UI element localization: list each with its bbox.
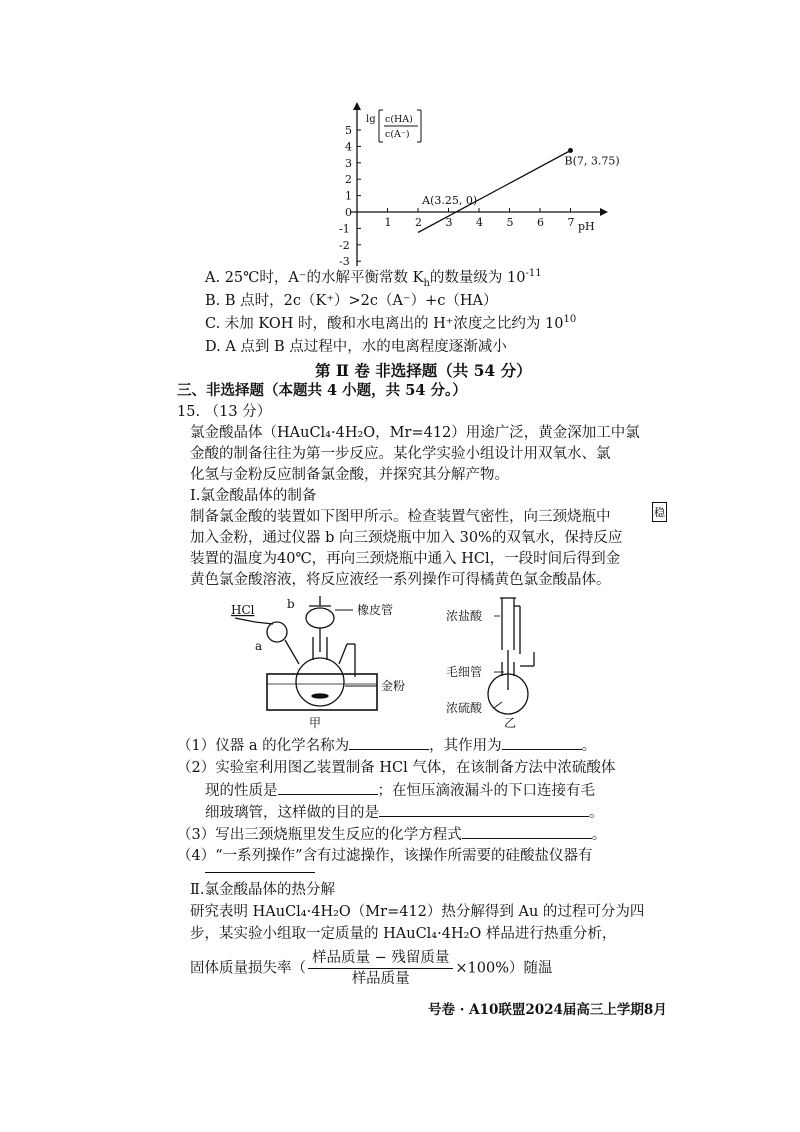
conc-h2so4-label: 浓硫酸: [446, 701, 483, 715]
instrument-b-label: b: [287, 597, 295, 611]
conc-hcl-label: 浓盐酸: [446, 609, 483, 623]
question-2-line-3: 细玻璃管，这样做的目的是 。: [205, 802, 604, 823]
section3-heading: 三、非选择题（本题共 4 小题，共 54 分。）: [177, 382, 467, 399]
y-tick-label: 5: [345, 124, 352, 137]
svg-text:c(HA): c(HA): [385, 114, 413, 125]
x-tick-label: 7: [567, 216, 575, 229]
part2-title: Ⅱ.氯金酸晶体的热分解: [190, 882, 335, 898]
x-axis-label: pH: [578, 220, 595, 233]
answer-blank-4[interactable]: [205, 866, 315, 873]
x-tick-label: 2: [415, 216, 422, 229]
figure-yi-caption: 乙: [504, 716, 517, 730]
option-a: A. 25℃时，A⁻的水解平衡常数 $K_h$的数量级为 $10^{-11}$: [205, 268, 542, 289]
figure-jia-caption: 甲: [309, 716, 322, 730]
capillary-label: 毛细管: [446, 665, 483, 679]
option-b: B. B 点时，2c（K⁺）>2c（A⁻）+c（HA）: [205, 293, 498, 309]
answer-blank-3[interactable]: [462, 824, 592, 839]
question-15-number: 15. （13 分）: [177, 404, 272, 420]
point-b-label: B(7, 3.75): [564, 154, 620, 168]
answer-blank-2a[interactable]: [278, 780, 378, 795]
y-tick-label: -2: [339, 238, 350, 252]
answer-blank-2b[interactable]: [379, 802, 589, 817]
answer-blank-1a[interactable]: [349, 735, 429, 750]
question-2-line-1: （2）实验室利用图乙装置制备 HCl 气体，在该制备方法中浓硫酸体: [177, 760, 616, 776]
loss-rate-fraction: $\frac{\text{样品质量 − 残留质量}}{\text{样品质量}}$: [308, 948, 453, 989]
point-b-marker: [568, 148, 573, 153]
option-d: D. A 点到 B 点过程中，水的电离程度逐渐减小: [205, 339, 507, 355]
y-tick-label: 1: [345, 189, 352, 203]
apparatus-jia: [225, 592, 425, 732]
x-tick-label: 1: [384, 216, 392, 229]
origin-label: 0: [345, 206, 352, 219]
question-1: （1）仪器 a 的化学名称为 ，其作用为 。: [177, 735, 596, 756]
y-tick-label: 2: [345, 173, 352, 187]
ph-log-ratio-graph: [330, 100, 630, 270]
x-tick-label: 4: [476, 216, 483, 229]
intro-line-2: 金酸的制备往往为第一步反应。某化学实验小组设计用双氧水、氯: [190, 446, 611, 462]
x-tick-label: 3: [445, 216, 453, 229]
x-axis-arrow: [600, 208, 608, 216]
section-title: 第 Ⅱ 卷 非选择题（共 54 分）: [315, 361, 532, 380]
x-tick-label: 5: [506, 216, 514, 229]
option-c: C. 未加 KOH 时，酸和水电离出的 H⁺浓度之比约为 $10^{10}$: [205, 314, 577, 332]
question-4: （4）“一系列操作”含有过滤操作，该操作所需要的硅酸盐仪器有: [177, 848, 593, 864]
y-axis-label: [366, 110, 421, 142]
y-axis-arrow: [353, 102, 361, 110]
gold-powder-label: 金粉: [381, 679, 406, 693]
part1-line-3: 装置的温度为40℃，再向三颈烧瓶中通入 HCl，一段时间后得到金: [190, 551, 621, 567]
intro-line-3: 化氢与金粉反应制备氯金酸，并探究其分解产物。: [190, 467, 509, 483]
hcl-label: HCl: [231, 603, 255, 617]
loss-rate-line: 固体质量损失率（ $\frac{\text{样品质量 − 残留质量}}{\text{样品质量}}$ ×100%）随温: [190, 950, 553, 987]
part1-line-1: 制备氯金酸的装置如下图甲所示。检查装置气密性，向三颈烧瓶中: [190, 509, 611, 525]
x-tick-label: 6: [537, 216, 544, 229]
apparatus-yi: [440, 592, 580, 732]
intro-line-1: 氯金酸晶体（HAuCl₄·4H₂O，Mr=412）用途广泛，黄金深加工中氯: [190, 425, 640, 441]
margin-mark: 稳: [652, 502, 667, 522]
answer-blank-1b[interactable]: [502, 735, 582, 750]
point-a-label: A(3.25, 0): [422, 194, 478, 207]
question-2-line-2: 现的性质是 ；在恒压滴液漏斗的下口连接有毛: [205, 780, 595, 801]
part2-line-1: 研究表明 HAuCl₄·4H₂O（Mr=412）热分解得到 Au 的过程可分为四: [190, 904, 645, 920]
y-tick-label: 3: [345, 156, 352, 170]
part2-line-2: 步，某实验小组取一定质量的 HAuCl₄·4H₂O 样品进行热重分析，: [190, 926, 617, 942]
y-tick-label: -1: [339, 222, 350, 236]
footer-text: 号卷 · A10联盟2024届高三上学期8月: [428, 1002, 667, 1018]
rubber-tube-label: 橡皮管: [357, 603, 394, 617]
part1-line-4: 黄色氯金酸溶液，将反应液经一系列操作可得橘黄色氯金酸晶体。: [190, 572, 611, 588]
svg-text:c(A⁻): c(A⁻): [385, 129, 410, 140]
part1-line-2: 加入金粉，通过仪器 b 向三颈烧瓶中加入 30%的双氧水，保持反应: [190, 530, 623, 546]
y-tick-label: -3: [339, 255, 350, 269]
y-tick-label: 4: [345, 140, 352, 154]
instrument-a-label: a: [255, 639, 263, 653]
question-3: （3）写出三颈烧瓶里发生反应的化学方程式 。: [177, 824, 606, 845]
svg-text:lg: lg: [366, 114, 376, 125]
part1-title: Ⅰ.氯金酸晶体的制备: [190, 488, 317, 504]
data-line: [418, 151, 571, 233]
